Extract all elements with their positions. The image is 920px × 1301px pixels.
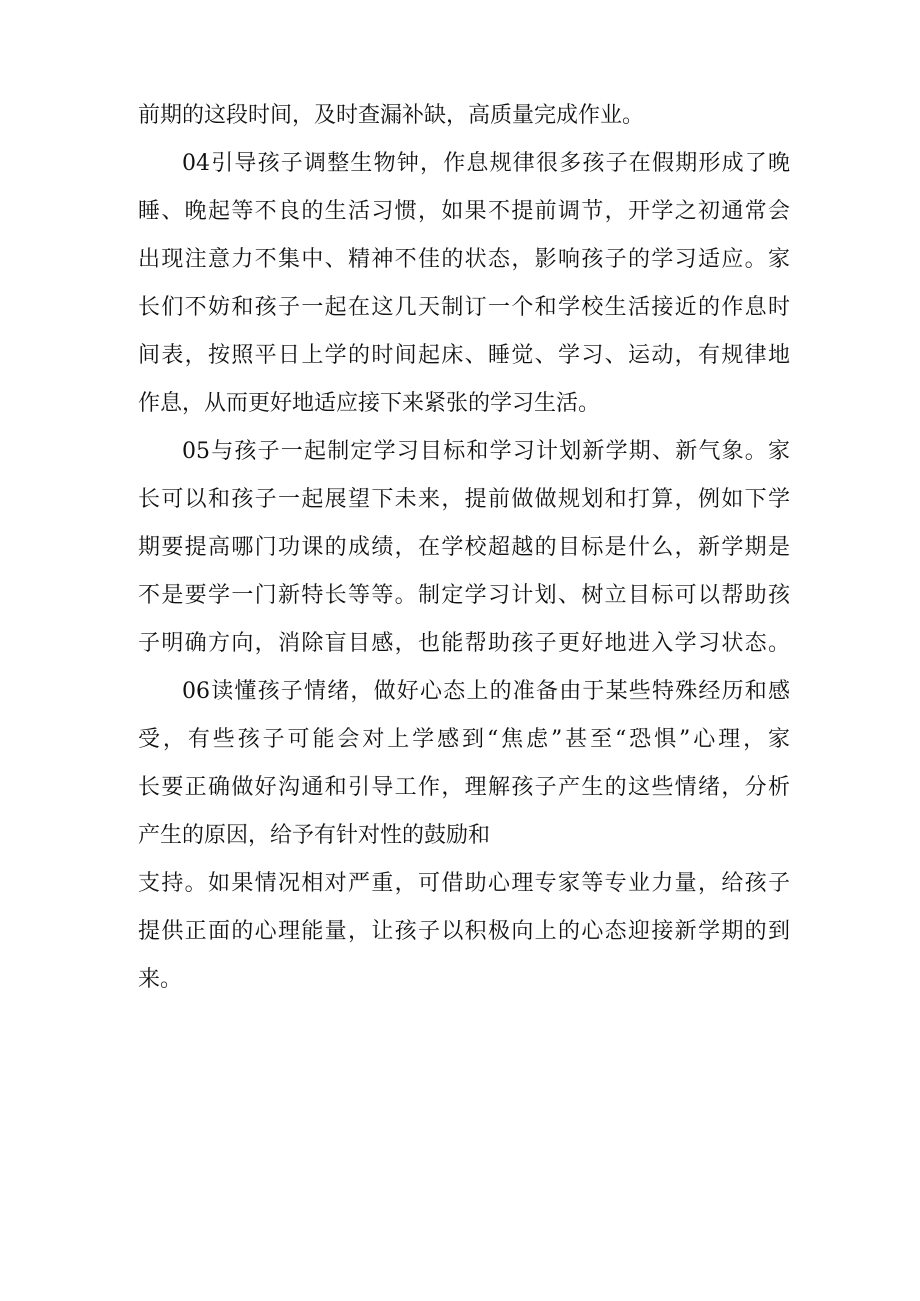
text-line (138, 956, 790, 1004)
text-line (138, 524, 790, 572)
text-line (138, 812, 790, 860)
document-body (138, 92, 790, 1004)
text-line (138, 380, 790, 428)
text-line (138, 860, 790, 908)
text-line (138, 428, 790, 476)
line-text: 提供正面的心理能量，让孩子以积极向上的心态迎接新学期的到 (138, 919, 790, 944)
text-line (138, 668, 790, 716)
line-text: 前期的这段时间，及时查漏补缺，高质量完成作业。 (138, 103, 645, 128)
text-line (138, 188, 790, 236)
line-text: 长们不妨和孩子一起在这几天制订一个和学校生活接近的作息时 (138, 295, 790, 320)
text-line (138, 140, 790, 188)
line-text: 睡、晚起等不良的生活习惯，如果不提前调节，开学之初通常会 (138, 199, 790, 224)
line-text: 作息，从而更好地适应接下来紧张的学习生活。 (138, 391, 601, 416)
line-text: 产生的原因，给予有针对性的鼓励和 (138, 823, 491, 848)
line-text: 不是要学一门新特长等等。制定学习计划、树立目标可以帮助孩 (138, 583, 790, 608)
line-text: 支持。如果情况相对严重，可借助心理专家等专业力量，给孩子 (138, 871, 790, 896)
line-text: 05与孩子一起制定学习目标和学习计划新学期、新气象。家 (182, 439, 790, 464)
text-line (138, 908, 790, 956)
line-text: 长可以和孩子一起展望下未来，提前做做规划和打算，例如下学 (138, 487, 790, 512)
line-text: 期要提高哪门功课的成绩，在学校超越的目标是什么，新学期是 (138, 535, 790, 560)
line-text: 子明确方向，消除盲目感，也能帮助孩子更好地进入学习状态。 (138, 631, 790, 656)
text-line (138, 92, 790, 140)
text-line (138, 764, 790, 812)
line-text: 06读懂孩子情绪，做好心态上的准备由于某些特殊经历和感 (182, 679, 790, 704)
line-text: 04引导孩子调整生物钟，作息规律很多孩子在假期形成了晚 (182, 151, 790, 176)
line-text: 来。 (138, 967, 183, 992)
text-line (138, 332, 790, 380)
line-text: 受，有些孩子可能会对上学感到“焦虑”甚至“恐惧”心理，家 (138, 727, 790, 752)
text-line (138, 476, 790, 524)
text-line (138, 620, 790, 668)
text-line (138, 236, 790, 284)
text-line (138, 716, 790, 764)
text-line (138, 572, 790, 620)
line-text: 间表，按照平日上学的时间起床、睡觉、学习、运动，有规律地 (138, 343, 790, 368)
line-text: 长要正确做好沟通和引导工作，理解孩子产生的这些情绪，分析 (138, 775, 790, 800)
text-line (138, 284, 790, 332)
line-text: 出现注意力不集中、精神不佳的状态，影响孩子的学习适应。家 (138, 247, 790, 272)
